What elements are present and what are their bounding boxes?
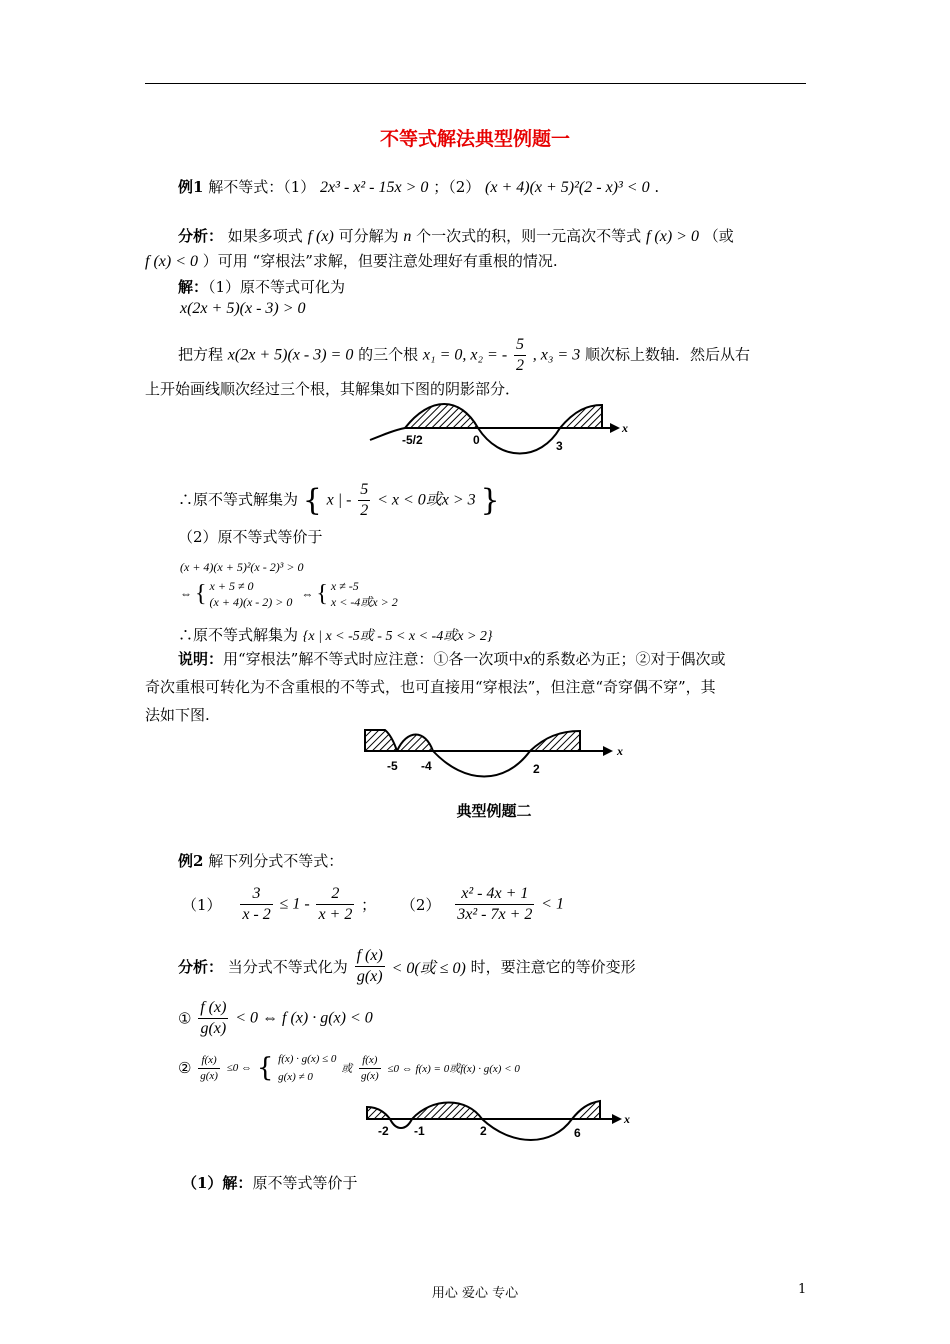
formula: x(2x + 5)(x - 3) > 0 bbox=[180, 300, 306, 317]
formula: f (x) > 0 bbox=[645, 228, 699, 245]
equivalence-system: ⇔ { x + 5 ≠ 0 (x + 4)(x - 2) > 0 ⇔ { x ≠ -5 x < -4或x > 2 bbox=[180, 579, 398, 609]
solution-set-1: ∴原不等式解集为 { x | - $\frac{5}{2}$ < x < 0或x > 3 } bbox=[178, 481, 500, 519]
separator: ；（2） bbox=[433, 178, 481, 196]
formula: n bbox=[403, 228, 412, 245]
tick-label: 2 bbox=[533, 762, 540, 776]
formula: f (x) bbox=[307, 228, 334, 245]
tick-label: 6 bbox=[574, 1126, 581, 1140]
solution-label: （1）解： bbox=[182, 1174, 253, 1192]
note-line-3: 法如下图. bbox=[145, 706, 210, 724]
formula: x | - bbox=[326, 491, 352, 509]
text: 解下列分式不等式： bbox=[208, 852, 344, 870]
tick-label: 3 bbox=[556, 439, 563, 453]
tick-label: -5 bbox=[387, 759, 398, 773]
text: 可分解为 bbox=[338, 227, 399, 245]
note-line-2: 奇次重根可转化为不含重根的不等式，也可直接用“穿根法”，但注意“奇穿偶不穿”，其 bbox=[145, 678, 716, 696]
tick-label: 0 bbox=[473, 433, 480, 447]
example-2-problems: （1） $\frac{3}{x - 2}$ ≤ 1 - $\frac{2}{x + 2}$ ； （2） $\frac{\text{x² - 4x + 1}}{\text{3x² - 7x + 2}}$ < 1 bbox=[182, 885, 564, 923]
shaded-region bbox=[560, 405, 602, 428]
fraction: $\frac{5}{2}$ bbox=[515, 336, 524, 374]
formula: < x < 0或x > 3 bbox=[377, 491, 476, 509]
solution-1-line-4: 上开始画线顺次经过三个根，其解集如下图的阴影部分． bbox=[145, 380, 521, 398]
example-label: 例1 bbox=[178, 178, 204, 196]
solution-set-2: ∴原不等式解集为 {x | x < -5或 - 5 < x < -4或x > 2} bbox=[178, 626, 493, 644]
text: ∴原不等式解集为 bbox=[178, 490, 299, 509]
formula: f (x) < 0 bbox=[145, 253, 198, 270]
formula: (x + 4)(x + 5)²(x - 2)³ > 0 bbox=[180, 560, 304, 574]
tick-label: -5/2 bbox=[402, 433, 423, 447]
page-number: 1 bbox=[798, 1282, 807, 1297]
text: 顺次标上数轴．然后从右 bbox=[584, 345, 750, 364]
analysis-2-line: 分析： 当分式不等式化为 $\frac{f (x)}{g(x)}$ < 0(或 ≤ 0) 时，要注意它的等价变形 bbox=[178, 947, 636, 985]
tick-label: -4 bbox=[421, 759, 432, 773]
page-footer: 用心 爱心 专心 bbox=[431, 1286, 519, 1301]
analysis-label: 分析： bbox=[178, 227, 224, 245]
shaded-region bbox=[405, 404, 478, 428]
formula: x(2x + 5)(x - 3) = 0 bbox=[227, 346, 354, 364]
section-title: 典型例题二 bbox=[456, 802, 532, 820]
figure-3-number-line bbox=[362, 1095, 642, 1145]
text: ）可用 “穿根法”求解，但要注意处理好有重根的情况. bbox=[202, 252, 558, 270]
solution-1-header bbox=[178, 276, 345, 297]
example-1-line bbox=[178, 176, 659, 197]
part-2-header: （2）原不等式等价于 bbox=[178, 528, 323, 546]
figure-1-number-line bbox=[360, 400, 640, 460]
curve bbox=[478, 428, 560, 454]
curve bbox=[370, 428, 405, 440]
text: 用“穿根法”解不等式时应注意：①各一次项中 bbox=[223, 650, 524, 668]
text: 如果多项式 bbox=[227, 227, 303, 245]
example-2-line bbox=[178, 850, 343, 871]
fraction: $\frac{5}{2}$ bbox=[360, 481, 369, 519]
formula: , x₃ = 3 bbox=[532, 346, 581, 364]
axis-label: x bbox=[617, 744, 623, 758]
axis-arrow bbox=[610, 423, 620, 433]
formula: x₁ = 0, x₂ = - bbox=[422, 346, 508, 364]
page-title: 不等式解法典型例题一 bbox=[379, 128, 570, 150]
formula: x | x < -5或 - 5 < x < -4或x > 2 bbox=[308, 629, 487, 644]
tick-label: -1 bbox=[414, 1124, 425, 1138]
period: . bbox=[654, 178, 660, 196]
rule-1: ① $\frac{f (x)}{g(x)}$ < 0 ⇔ f (x) · g(x) < 0 bbox=[178, 999, 373, 1037]
tick-label: 2 bbox=[480, 1124, 487, 1138]
note-line-1 bbox=[178, 648, 725, 669]
text: （1）原不等式可化为 bbox=[208, 278, 346, 296]
figure-2-number-line bbox=[355, 725, 635, 780]
note-label: 说明： bbox=[178, 650, 224, 668]
tick-label: -2 bbox=[378, 1124, 389, 1138]
example-label: 例2 bbox=[178, 852, 204, 870]
text: 原不等式等价于 bbox=[252, 1174, 358, 1192]
text: 把方程 bbox=[178, 345, 224, 364]
solution-2-header bbox=[182, 1172, 357, 1193]
header-rule bbox=[145, 83, 806, 84]
text: 的三个根 bbox=[358, 345, 419, 364]
solution-label: 解： bbox=[178, 278, 209, 296]
text: ∴原不等式解集为 bbox=[178, 626, 299, 644]
text: （或 bbox=[703, 227, 734, 245]
analysis-1-line-1 bbox=[178, 225, 734, 246]
text: 个一次式的积，则一元高次不等式 bbox=[416, 227, 642, 245]
text: 的系数必为正；②对于偶次或 bbox=[530, 650, 726, 668]
analysis-1-line-2 bbox=[145, 250, 558, 271]
formula-1: 2x³ - x² - 15x > 0 bbox=[320, 179, 429, 196]
axis-label: x bbox=[622, 421, 628, 435]
axis-label: x bbox=[624, 1112, 630, 1126]
formula-2: (x + 4)(x + 5)²(2 - x)³ < 0 bbox=[485, 179, 650, 196]
solution-1-line-3 bbox=[178, 335, 750, 376]
example-text: 解不等式：（1） bbox=[208, 178, 316, 196]
formula: x bbox=[523, 651, 531, 668]
rule-2: ② $\frac{f(x)}{g(x)}$ ≤0 ⇔ { f(x) · g(x) ≤ 0 g(x) ≠ 0 或 $\frac{f(x)}{g(x)}$ ≤0 ⇔ f(x) = 0或f(x) · g(x) < 0 bbox=[178, 1053, 520, 1083]
